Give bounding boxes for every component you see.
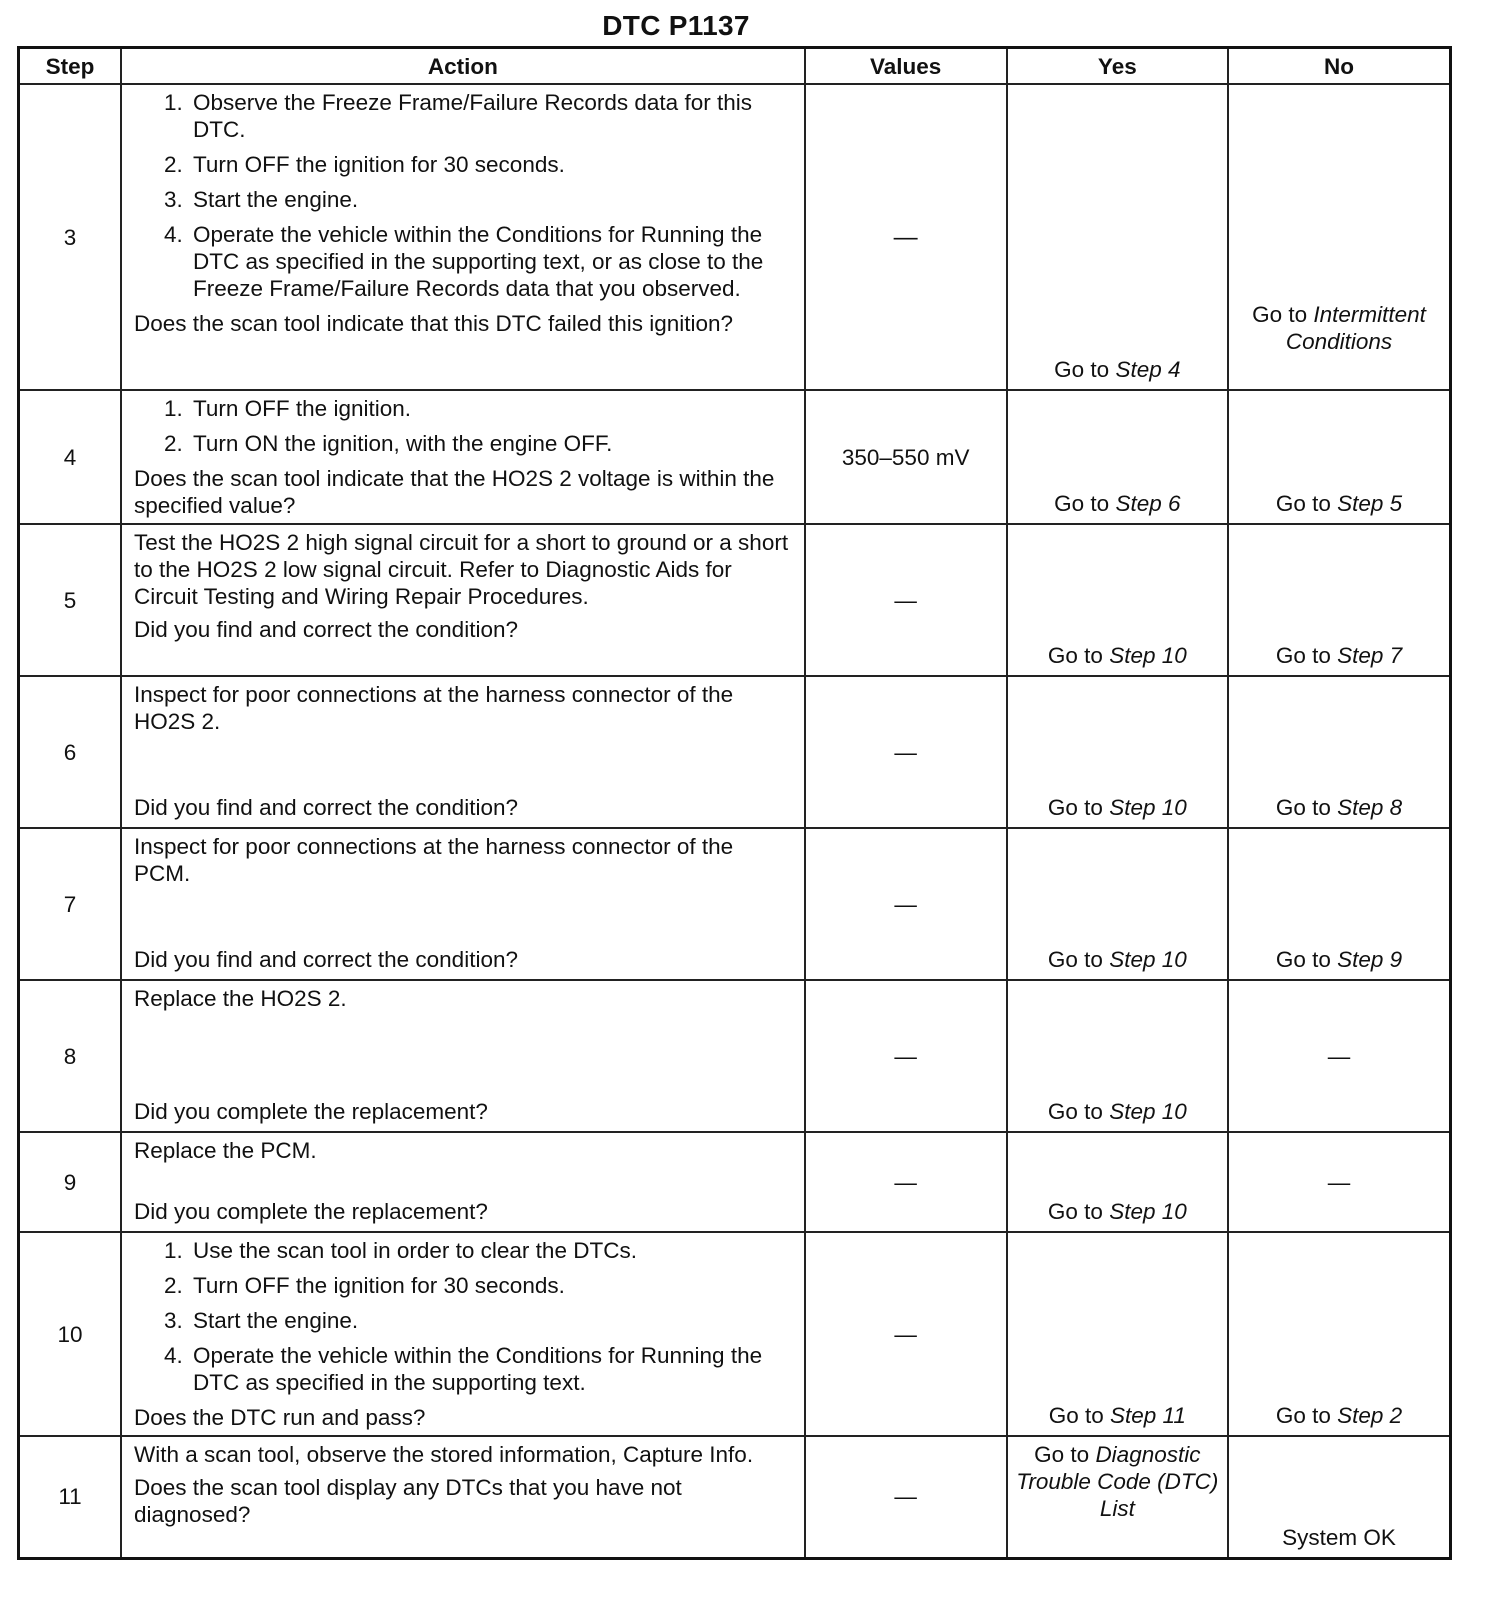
yes-target: Step 10 <box>1109 1099 1187 1124</box>
yes-target: Diagnostic Trouble Code (DTC) List <box>1016 1442 1219 1521</box>
no-target: Step 9 <box>1337 947 1403 972</box>
no-cell <box>1228 84 1450 390</box>
action-list <box>134 89 794 302</box>
no-cell <box>1228 676 1450 828</box>
value-text: — <box>894 587 917 613</box>
yes-target: Step 10 <box>1109 1199 1187 1224</box>
value-cell <box>805 828 1007 980</box>
no-target: Step 2 <box>1337 1403 1403 1428</box>
step-number: 6 <box>19 676 122 828</box>
yes-target: Step 10 <box>1109 643 1187 668</box>
step-number: 7 <box>19 828 122 980</box>
action-question: Does the scan tool display any DTCs that you have not diagnosed? <box>134 1475 682 1527</box>
yes-target: Step 6 <box>1115 491 1181 516</box>
table-row <box>19 980 1451 1132</box>
no-cell <box>1228 1132 1450 1232</box>
step-number: 8 <box>19 980 122 1132</box>
no-cell <box>1228 828 1450 980</box>
action-question: Did you find and correct the condition? <box>134 795 518 820</box>
no-target: Step 5 <box>1337 491 1403 516</box>
value-cell <box>805 390 1007 524</box>
action-question: Does the scan tool indicate that this DTC failed this ignition? <box>134 311 734 336</box>
yes-cell <box>1007 1132 1228 1232</box>
step-number: 5 <box>19 524 122 676</box>
table-row <box>19 1232 1451 1436</box>
value-text: 350–550 mV <box>841 444 970 470</box>
value-text: — <box>894 1321 917 1347</box>
header-step: Step <box>19 48 122 85</box>
value-cell <box>805 84 1007 390</box>
yes-cell <box>1007 676 1228 828</box>
no-prefix: Go to <box>1252 302 1314 327</box>
yes-target: Step 11 <box>1110 1403 1186 1428</box>
action-item: 4. Operate the vehicle within the Conditions for Running the DTC as specified in the supporting text, or as close to the Freeze Frame/Failure Records data that you observed. <box>189 221 794 302</box>
table-row <box>19 1436 1451 1558</box>
value-cell <box>805 524 1007 676</box>
yes-target: Step 10 <box>1109 795 1187 820</box>
action-text: With a scan tool, observe the stored information, Capture Info. <box>134 1442 754 1467</box>
yes-prefix: Go to <box>1054 357 1116 382</box>
action-question: Did you complete the replacement? <box>134 1099 488 1124</box>
value-cell <box>805 1232 1007 1436</box>
value-text: — <box>893 223 918 251</box>
no-prefix: Go to <box>1275 1403 1338 1428</box>
no-prefix: Go to <box>1275 643 1338 668</box>
yes-cell <box>1007 84 1228 390</box>
no-prefix: Go to <box>1275 491 1338 516</box>
value-cell <box>805 1436 1007 1558</box>
action-item: 1. Observe the Freeze Frame/Failure Records data for this DTC. <box>189 89 794 143</box>
no-target: Intermittent Conditions <box>1285 302 1426 354</box>
action-cell <box>121 676 805 828</box>
action-question: Does the DTC run and pass? <box>134 1405 426 1430</box>
action-cell <box>121 1436 805 1558</box>
no-cell <box>1228 390 1450 524</box>
yes-cell <box>1007 1436 1228 1558</box>
no-text: — <box>1327 1043 1351 1069</box>
step-number: 3 <box>19 84 122 390</box>
no-text: — <box>1327 1169 1351 1195</box>
no-target: Step 7 <box>1337 643 1403 668</box>
action-cell <box>121 390 805 524</box>
step-number: 4 <box>19 390 122 524</box>
header-no: No <box>1228 48 1450 85</box>
yes-prefix: Go to <box>1047 643 1110 668</box>
table-row <box>19 524 1451 676</box>
no-text: System OK <box>1282 1524 1396 1550</box>
page-title: DTC P1137 <box>602 10 750 41</box>
action-list <box>134 395 794 457</box>
action-item: 1. Use the scan tool in order to clear the DTCs. <box>189 1237 794 1264</box>
action-cell <box>121 828 805 980</box>
yes-target: Step 4 <box>1115 357 1181 382</box>
action-cell <box>121 1132 805 1232</box>
action-item: 1. Turn OFF the ignition. <box>189 395 794 422</box>
step-number: 9 <box>19 1132 122 1232</box>
value-text: — <box>894 739 917 765</box>
action-text: Inspect for poor connections at the harness connector of the HO2S 2. <box>134 682 734 734</box>
no-target: Step 8 <box>1337 795 1403 820</box>
action-cell <box>121 84 805 390</box>
header-action: Action <box>121 48 805 85</box>
action-item: 3. Start the engine. <box>189 1307 794 1334</box>
table-row <box>19 828 1451 980</box>
step-number: 11 <box>19 1436 122 1558</box>
yes-prefix: Go to <box>1034 1442 1096 1467</box>
header-values: Values <box>805 48 1007 85</box>
value-cell <box>805 980 1007 1132</box>
yes-prefix: Go to <box>1054 491 1116 516</box>
action-cell <box>121 524 805 676</box>
no-cell <box>1228 1436 1450 1558</box>
action-list <box>134 1237 794 1396</box>
no-cell <box>1228 980 1450 1132</box>
yes-prefix: Go to <box>1048 1403 1111 1428</box>
table-row <box>19 1132 1451 1232</box>
yes-cell <box>1007 524 1228 676</box>
yes-target: Step 10 <box>1109 947 1187 972</box>
value-cell <box>805 1132 1007 1232</box>
action-text: Replace the PCM. <box>134 1138 317 1163</box>
action-text: Replace the HO2S 2. <box>134 986 347 1011</box>
action-item: 2. Turn OFF the ignition for 30 seconds. <box>189 1272 794 1299</box>
action-item: 4. Operate the vehicle within the Conditions for Running the DTC as specified in the supporting text. <box>189 1342 794 1396</box>
action-text: Test the HO2S 2 high signal circuit for a short to ground or a short to the HO2S 2 low signal circuit. Refer to Diagnostic Aids for Circuit Testing and Wiring Repair Procedures. <box>134 530 789 609</box>
action-question: Did you find and correct the condition? <box>134 947 518 972</box>
value-text: — <box>894 891 917 917</box>
no-prefix: Go to <box>1275 795 1338 820</box>
action-text: Inspect for poor connections at the harness connector of the PCM. <box>134 834 734 886</box>
no-cell <box>1228 1232 1450 1436</box>
action-cell <box>121 1232 805 1436</box>
table-row <box>19 676 1451 828</box>
table-row <box>19 84 1451 390</box>
yes-prefix: Go to <box>1047 1099 1110 1124</box>
value-text: — <box>894 1169 917 1195</box>
value-text: — <box>894 1043 917 1069</box>
action-question: Did you find and correct the condition? <box>134 617 518 642</box>
table-row <box>19 390 1451 524</box>
no-cell <box>1228 524 1450 676</box>
header-yes: Yes <box>1007 48 1228 85</box>
yes-cell <box>1007 390 1228 524</box>
yes-cell <box>1007 1232 1228 1436</box>
yes-cell <box>1007 828 1228 980</box>
header-row <box>19 48 1451 85</box>
action-item: 2. Turn OFF the ignition for 30 seconds. <box>189 151 794 178</box>
action-item: 3. Start the engine. <box>189 186 794 213</box>
value-cell <box>805 676 1007 828</box>
action-question: Does the scan tool indicate that the HO2S 2 voltage is within the specified value? <box>134 466 775 518</box>
yes-prefix: Go to <box>1047 1199 1110 1224</box>
yes-cell <box>1007 980 1228 1132</box>
action-question: Did you complete the replacement? <box>134 1199 488 1224</box>
no-prefix: Go to <box>1275 947 1338 972</box>
yes-prefix: Go to <box>1047 947 1110 972</box>
diagnostic-table <box>17 46 1452 1560</box>
action-cell <box>121 980 805 1132</box>
step-number: 10 <box>19 1232 122 1436</box>
yes-prefix: Go to <box>1047 795 1110 820</box>
value-text: — <box>894 1484 917 1510</box>
action-item: 2. Turn ON the ignition, with the engine OFF. <box>189 430 794 457</box>
